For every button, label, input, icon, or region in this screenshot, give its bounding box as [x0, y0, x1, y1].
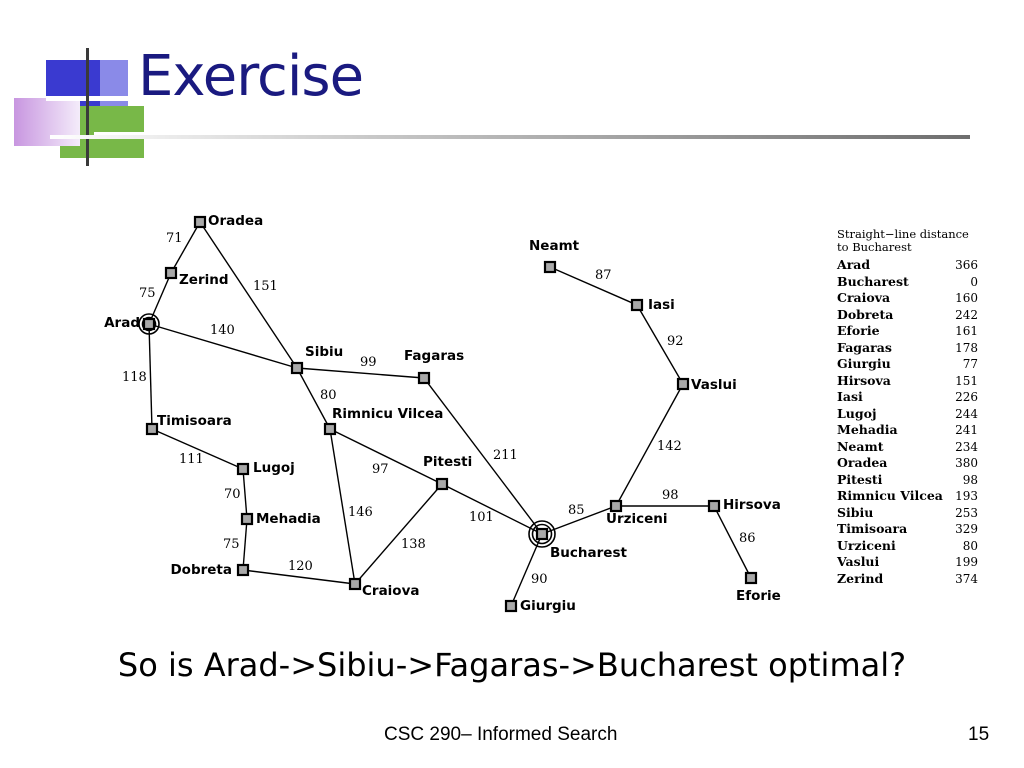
- city-label-oradea: Oradea: [208, 213, 264, 229]
- sld-row-arad: [837, 257, 980, 274]
- road-distance-vaslui-urziceni: 142: [657, 439, 682, 454]
- city-node-dobreta: [238, 565, 248, 575]
- sld-city-name: Iasi: [837, 389, 863, 404]
- sld-distance-value: 374: [955, 571, 978, 586]
- road-oradea-sibiu: [200, 222, 297, 368]
- city-label-hirsova: Hirsova: [723, 497, 781, 513]
- city-node-zerind: [166, 268, 176, 278]
- sld-city-name: Oradea: [837, 455, 888, 470]
- city-node-pitesti: [437, 479, 447, 489]
- sld-distance-value: 0: [970, 274, 978, 289]
- sld-table-rows: [837, 257, 980, 587]
- road-distance-urziceni-hirsova: 98: [662, 488, 679, 503]
- city-node-arad: [144, 319, 154, 329]
- city-node-craiova: [350, 579, 360, 589]
- sld-city-name: Rimnicu Vilcea: [837, 488, 943, 503]
- sld-distance-value: 151: [955, 373, 978, 388]
- city-node-hirsova: [709, 501, 719, 511]
- sld-row-rimnicu-vilcea: [837, 488, 980, 505]
- sld-city-name: Timisoara: [837, 521, 908, 536]
- city-label-vaslui: Vaslui: [691, 377, 737, 393]
- road-distance-sibiu-fagaras: 99: [360, 355, 377, 370]
- sld-distance-value: 234: [955, 439, 978, 454]
- city-label-zerind: Zerind: [179, 272, 229, 288]
- slide-title: Exercise: [138, 44, 364, 109]
- sld-city-name: Giurgiu: [837, 356, 891, 371]
- road-distance-hirsova-eforie: 86: [739, 531, 756, 546]
- road-distance-neamt-iasi: 87: [595, 268, 612, 283]
- city-node-eforie: [746, 573, 756, 583]
- sld-distance-value: 241: [955, 423, 978, 437]
- sld-row-urziceni: [837, 538, 980, 555]
- city-label-dobreta: Dobreta: [170, 562, 232, 578]
- city-node-urziceni: [611, 501, 621, 511]
- sld-row-giurgiu: [837, 356, 980, 373]
- road-distance-arad-timisoara: 118: [122, 370, 147, 385]
- sld-row-timisoara: [837, 521, 980, 538]
- sld-distance-value: 98: [962, 472, 978, 487]
- sld-city-name: Eforie: [837, 323, 880, 338]
- city-node-iasi: [632, 300, 642, 310]
- city-label-mehadia: Mehadia: [256, 511, 321, 527]
- road-arad-timisoara: [149, 324, 152, 429]
- road-distance-bucharest-giurgiu: 90: [531, 572, 548, 587]
- sld-city-name: Fagaras: [837, 339, 892, 355]
- sld-city-name: Bucharest: [837, 273, 909, 289]
- city-label-urziceni: Urziceni: [606, 511, 668, 527]
- city-label-arad: Arad: [104, 315, 140, 331]
- straight-line-distance-table: [837, 228, 980, 587]
- city-label-fagaras: Fagaras: [404, 348, 465, 364]
- road-pitesti-bucharest: [442, 484, 542, 534]
- city-labels: [104, 213, 781, 614]
- road-mehadia-dobreta: [243, 519, 247, 570]
- sld-row-pitesti: [837, 472, 980, 489]
- sld-distance-value: 178: [955, 340, 978, 355]
- sld-distance-value: 244: [955, 406, 978, 421]
- road-distance-bucharest-urziceni: 85: [568, 503, 585, 518]
- sld-row-bucharest: [837, 274, 980, 291]
- city-label-eforie: Eforie: [736, 588, 781, 604]
- sld-row-vaslui: [837, 554, 980, 571]
- road-distance-mehadia-dobreta: 75: [223, 537, 240, 552]
- sld-distance-value: 161: [955, 324, 978, 338]
- sld-distance-value: 242: [955, 307, 978, 322]
- road-craiova-pitesti: [355, 484, 442, 584]
- question-text: So is Arad->Sibiu->Fagaras->Bucharest optimal?: [117, 646, 907, 684]
- city-node-mehadia: [242, 514, 252, 524]
- sld-distance-value: 380: [955, 456, 978, 470]
- city-label-lugoj: Lugoj: [253, 460, 295, 476]
- sld-city-name: Dobreta: [837, 306, 894, 322]
- sld-city-name: Arad: [837, 257, 871, 272]
- sld-distance-value: 253: [955, 505, 978, 520]
- road-distance-sibiu-rimnicu: 80: [320, 388, 337, 403]
- road-distance-rimnicu-pitesti: 97: [372, 462, 389, 477]
- sld-city-name: Pitesti: [837, 471, 883, 487]
- city-node-giurgiu: [506, 601, 516, 611]
- city-node-rimnicu: [325, 424, 335, 434]
- sld-row-dobreta: [837, 307, 980, 324]
- city-label-craiova: Craiova: [362, 583, 420, 599]
- road-distance-iasi-vaslui: 92: [667, 334, 684, 349]
- sld-distance-value: 193: [955, 489, 978, 503]
- road-distance-rimnicu-craiova: 146: [348, 505, 373, 520]
- city-label-bucharest: Bucharest: [550, 545, 627, 561]
- city-node-timisoara: [147, 424, 157, 434]
- road-distance-dobreta-craiova: 120: [288, 559, 313, 574]
- sld-city-name: Lugoj: [837, 405, 877, 421]
- city-node-oradea: [195, 217, 205, 227]
- road-lugoj-mehadia: [243, 469, 247, 519]
- sld-row-hirsova: [837, 373, 980, 390]
- sld-city-name: Mehadia: [837, 422, 898, 437]
- city-node-fagaras: [419, 373, 429, 383]
- sld-row-neamt: [837, 439, 980, 456]
- sld-row-mehadia: [837, 422, 980, 439]
- sld-distance-value: 77: [962, 357, 978, 371]
- city-node-bucharest: [537, 529, 547, 539]
- road-distance-lugoj-mehadia: 70: [224, 487, 241, 502]
- road-distance-pitesti-bucharest: 101: [469, 510, 494, 525]
- road-distance-fagaras-bucharest: 211: [493, 448, 518, 463]
- sld-distance-value: 226: [955, 390, 978, 404]
- road-oradea-zerind: [171, 222, 200, 273]
- road-distance-oradea-sibiu: 151: [253, 279, 278, 294]
- road-distance-oradea-zerind: 71: [166, 231, 183, 246]
- sld-distance-value: 160: [955, 291, 978, 305]
- sld-row-fagaras: [837, 340, 980, 357]
- city-node-vaslui: [678, 379, 688, 389]
- city-label-timisoara: Timisoara: [157, 413, 232, 429]
- sld-distance-value: 80: [962, 538, 978, 553]
- city-label-giurgiu: Giurgiu: [520, 598, 576, 614]
- sld-city-name: Urziceni: [837, 537, 896, 553]
- sld-city-name: Vaslui: [837, 554, 880, 569]
- road-distance-craiova-pitesti: 138: [401, 537, 426, 552]
- city-node-sibiu: [292, 363, 302, 373]
- sld-row-zerind: [837, 571, 980, 588]
- road-bucharest-giurgiu: [511, 534, 542, 606]
- sld-city-name: Hirsova: [837, 372, 891, 388]
- sld-table-title: Straight−line distance to Bucharest: [837, 227, 969, 254]
- sld-distance-value: 366: [955, 258, 978, 272]
- sld-row-lugoj: [837, 406, 980, 423]
- sld-row-oradea: [837, 455, 980, 472]
- road-neamt-iasi: [550, 267, 637, 305]
- sld-row-sibiu: [837, 505, 980, 522]
- footer-course-title: CSC 290– Informed Search: [384, 724, 618, 745]
- sld-city-name: Craiova: [837, 290, 891, 305]
- sld-row-eforie: [837, 323, 980, 340]
- road-distance-zerind-arad: 75: [139, 286, 156, 301]
- city-node-lugoj: [238, 464, 248, 474]
- sld-distance-value: 199: [955, 555, 978, 569]
- road-distance-arad-sibiu: 140: [210, 323, 235, 338]
- city-node-neamt: [545, 262, 555, 272]
- page-number: 15: [968, 724, 990, 745]
- city-label-neamt: Neamt: [529, 238, 580, 254]
- city-label-sibiu: Sibiu: [305, 344, 344, 360]
- sld-city-name: Sibiu: [837, 504, 874, 520]
- sld-city-name: Zerind: [837, 570, 884, 586]
- sld-city-name: Neamt: [837, 438, 884, 454]
- city-label-pitesti: Pitesti: [423, 454, 473, 470]
- sld-row-iasi: [837, 389, 980, 406]
- city-label-rimnicu: Rimnicu Vilcea: [332, 406, 444, 422]
- road-distance-timisoara-lugoj: 111: [179, 452, 204, 467]
- city-label-iasi: Iasi: [648, 297, 675, 313]
- sld-row-craiova: [837, 290, 980, 307]
- sld-distance-value: 329: [955, 522, 978, 536]
